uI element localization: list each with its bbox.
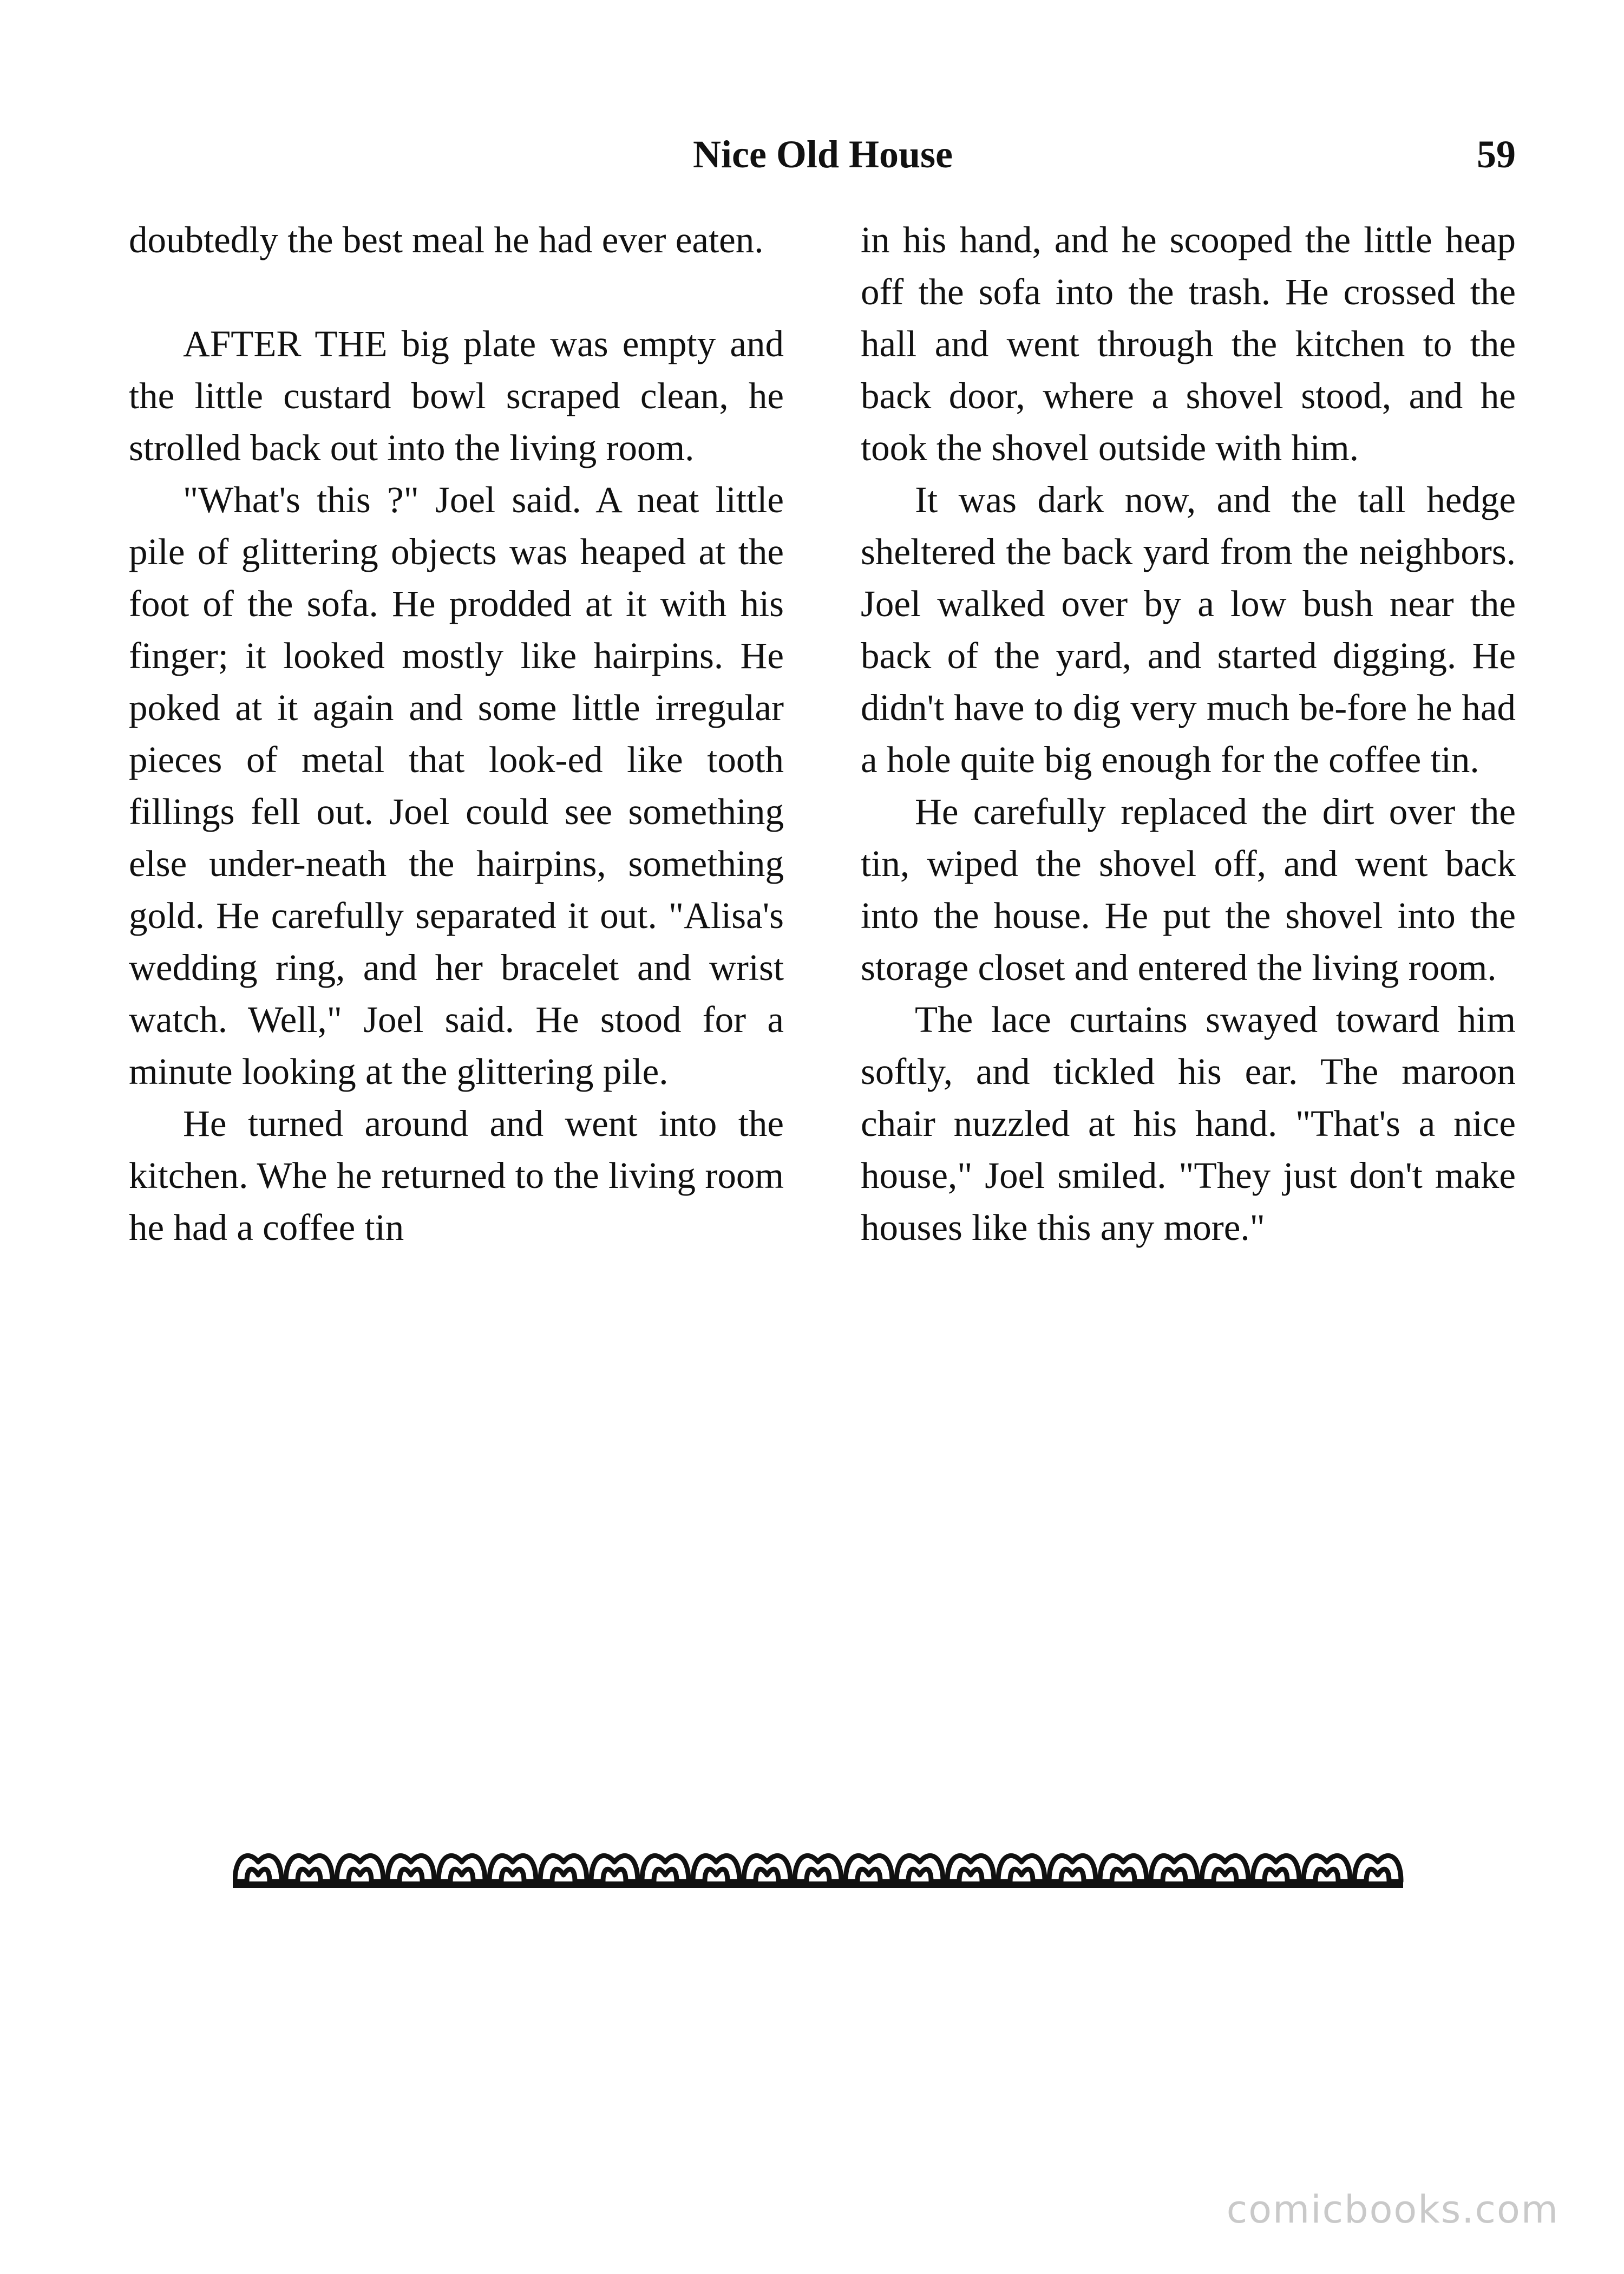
chain-link	[693, 1855, 739, 1881]
chain-link	[235, 1855, 281, 1881]
chain-link	[1202, 1855, 1248, 1881]
right-text-column	[861, 214, 1516, 1253]
paragraph: "What's this ?" Joel said. A neat little pile of glittering objects was heaped at the foot of the sofa. He prodded at it with his finger; it looked mostly like hairpins. He poked at it again and some little irregular pieces of metal that look-ed like tooth fillings fell out. Joel could see something else under-neath the hairpins, something gold. He carefully separated it out. "Alisa's wedding ring, and her bracelet and wrist watch. Well," Joel said. He stood for a minute looking at the glittering pile.	[129, 479, 784, 1092]
chain-base-line	[233, 1881, 1403, 1888]
chain-link	[388, 1855, 434, 1881]
chain-ornament-icon	[233, 1844, 1413, 1898]
chain-link	[438, 1855, 485, 1881]
running-head	[130, 125, 1516, 184]
chain-link	[489, 1855, 536, 1881]
chain-link	[642, 1855, 689, 1881]
paragraph: The lace curtains swayed toward him softly, and tickled his ear. The maroon chair nuzzled at his hand. "That's a nice house," Joel smiled. "They just don't make houses like this any more."	[861, 999, 1516, 1248]
paragraph: He turned around and went into the kitchen. Whe he returned to the living room he had a coffee tin	[129, 1103, 784, 1248]
chain-link	[947, 1855, 994, 1881]
page-number: 59	[1477, 133, 1516, 176]
chain-link	[896, 1855, 943, 1881]
chain-link	[591, 1855, 638, 1881]
chain-link	[1100, 1855, 1147, 1881]
watermark: comicbooks.com	[1226, 2187, 1559, 2232]
paragraph: AFTER THE big plate was empty and the little custard bowl scraped clean, he strolled back out into the living room.	[129, 323, 784, 468]
chain-link	[540, 1855, 587, 1881]
paragraph: It was dark now, and the tall hedge sheltered the back yard from the neighbors. Joel walked over by a low bush near the back of the yard, and started digging. He didn't have to dig very much be-fore he had a hole quite big enough for the coffee tin.	[861, 479, 1516, 780]
chain-link	[337, 1855, 383, 1881]
chapter-title: Nice Old House	[693, 133, 953, 176]
chain-link	[998, 1855, 1045, 1881]
left-text-column	[129, 214, 784, 1253]
chain-link	[1049, 1855, 1096, 1881]
paragraph: in his hand, and he scooped the little heap off the sofa into the trash. He crossed the hall and went through the kitchen to the back door, where a shovel stood, and he took the shovel outside with him.	[861, 219, 1516, 468]
chain-link	[1253, 1855, 1299, 1881]
paragraph: doubtedly the best meal he had ever eaten.	[129, 219, 764, 260]
chain-link	[744, 1855, 790, 1881]
chain-link	[795, 1855, 841, 1881]
chain-link	[1151, 1855, 1197, 1881]
chain-link	[846, 1855, 892, 1881]
chain-link	[286, 1855, 332, 1881]
chain-link	[1304, 1855, 1350, 1881]
chain-link	[1354, 1855, 1401, 1881]
paragraph: He carefully replaced the dirt over the tin, wiped the shovel off, and went back into the house. He put the shovel into the storage closet and entered the living room.	[861, 791, 1516, 988]
